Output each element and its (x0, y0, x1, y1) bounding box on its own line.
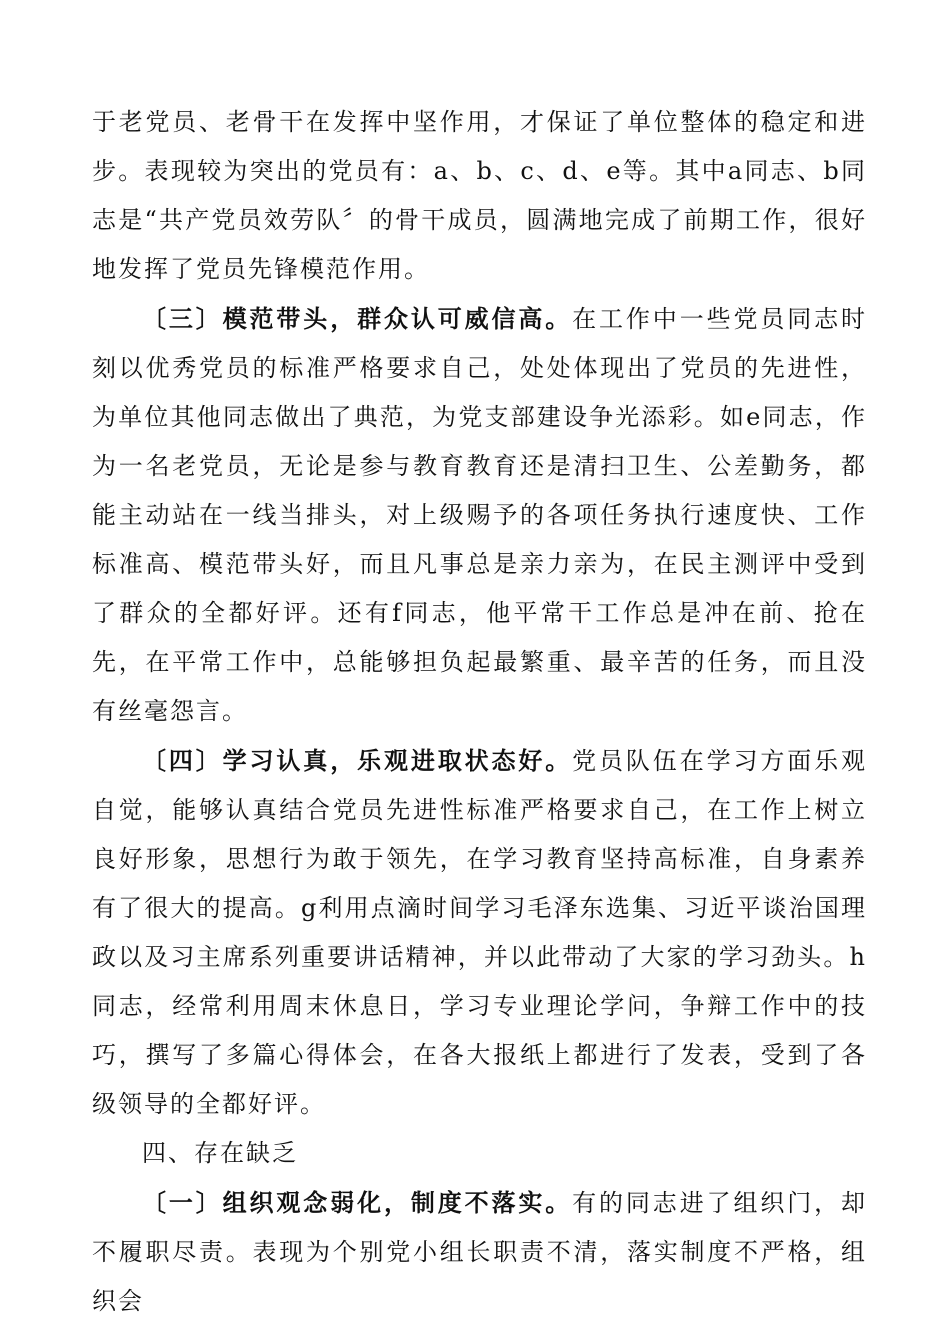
section-heading: 〔四〕学习认真，乐观进取状态好。 (142, 746, 573, 775)
chapter-heading (92, 1129, 867, 1178)
paragraph-body: 党员队伍在学习方面乐观自觉，能够认真结合党员先进性标准严格要求自己，在工作上树立良好形象，思想行为敢于领先，在学习教育坚持高标准，自身素养有了很大的提高。g利用点滴时间学习毛泽东选集、习近平谈治国理政以及习主席系列重要讲话精神，并以此带动了大家的学习劲头。h同志，经常利用周末休息日，学习专业理论学问，争辩工作中的技巧，撰写了多篇心得体会，在各大报纸上都进行了发表，受到了各级领导的全都好评。 (92, 747, 868, 1118)
document-body (92, 98, 867, 1326)
chapter-heading-text: 四、存在缺乏 (142, 1139, 298, 1167)
paragraph-subsection-one (92, 1178, 867, 1326)
paragraph-body: 在工作中一些党员同志时刻以优秀党员的标准严格要求自己，处处体现出了党员的先进性，为单位其他同志做出了典范，为党支部建设争光添彩。如e同志，作为一名老党员，无论是参与教育教育还是清扫卫生、公差勤务，都能主动站在一线当排头，对上级赐予的各项任务执行速度快、工作标准高、模范带头好，而且凡事总是亲力亲为，在民主测评中受到了群众的全都好评。还有f同志，他平常干工作总是冲在前、抢在先，在平常工作中，总能够担负起最繁重、最辛苦的任务，而且没有丝毫怨言。 (92, 305, 868, 725)
paragraph-section-three (92, 294, 867, 736)
paragraph-section-four (92, 736, 867, 1129)
paragraph-body: 有的同志进了组织门，却不履职尽责。表现为个别党小组长职责不清，落实制度不严格，组织会 (92, 1189, 868, 1315)
paragraph-body: 于老党员、老骨干在发挥中坚作用，才保证了单位整体的稳定和进步。表现较为突出的党员有：a、b、c、d、e等。其中a同志、b同志是“共产党员效劳队〞的骨干成员，圆满地完成了前期工作，很好地发挥了党员先锋模范作用。 (92, 108, 867, 283)
section-heading: 〔三〕模范带头，群众认可威信高。 (142, 304, 573, 333)
paragraph-continuation (92, 98, 867, 294)
section-heading: 〔一〕组织观念弱化，制度不落实。 (142, 1188, 573, 1217)
